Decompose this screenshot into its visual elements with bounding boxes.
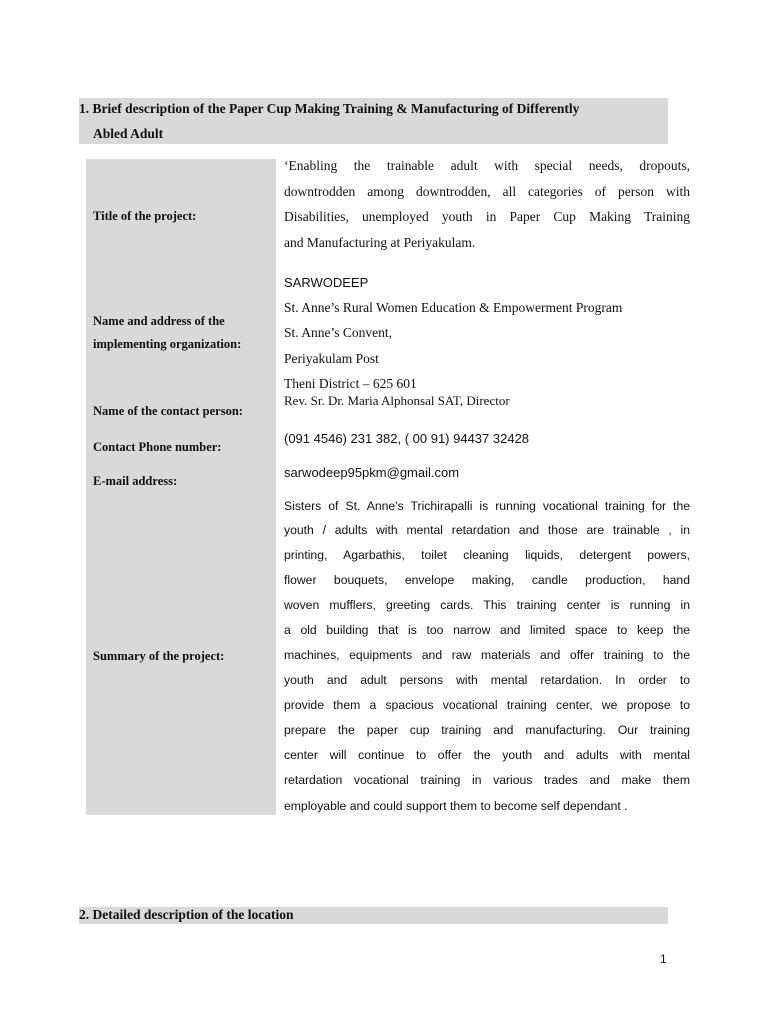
label-contact-phone: Contact Phone number: <box>93 440 222 454</box>
summary-line: retardation vocational training in various trades and make them <box>284 773 690 787</box>
summary-line: youth and adult persons with mental retardation. In order to <box>284 673 690 687</box>
section-2-heading-text: 2. Detailed description of the location <box>79 907 294 922</box>
section-2-heading <box>79 907 668 924</box>
summary-line: Sisters of St. Anne’s Trichirapalli is running vocational training for the <box>284 499 690 513</box>
summary-line: flower bouquets, envelope making, candle production, hand <box>284 573 690 587</box>
summary-line: printing, Agarbathis, toilet cleaning liquids, detergent powers, <box>284 548 690 562</box>
section-1-heading-line-2: Abled Adult <box>93 126 164 141</box>
label-summary: Summary of the project: <box>93 649 225 663</box>
phone-value: (091 4546) 231 382, ( 00 91) 94437 32428 <box>284 431 530 446</box>
section-1-heading-line-1: 1. Brief description of the Paper Cup Making Training & Manufacturing of Differently <box>79 101 580 116</box>
org-line: Theni District – 625 601 <box>284 376 417 391</box>
contact-person-value: Rev. Sr. Dr. Maria Alphonsal SAT, Director <box>284 393 510 408</box>
summary-line: provide them a spacious vocational training center, we propose to <box>284 698 690 712</box>
summary-line: youth / adults with mental retardation and those are trainable , in <box>284 523 690 537</box>
summary-line: machines, equipments and raw materials and offer training to the <box>284 648 690 662</box>
title-line: Disabilities, unemployed youth in Paper Cup Making Training <box>284 209 690 224</box>
org-line: St. Anne’s Convent, <box>284 325 393 340</box>
summary-line: employable and could support them to become self dependant . <box>284 799 628 813</box>
summary-line: a old building that is too narrow and limited space to keep the <box>284 623 690 637</box>
summary-line: prepare the paper cup training and manufacturing. Our training <box>284 723 690 737</box>
label-organization-line-1: Name and address of the <box>93 314 225 328</box>
title-line: downtrodden among downtrodden, all categories of person with <box>284 184 690 199</box>
summary-line: center will continue to offer the youth and adults with mental <box>284 748 690 762</box>
section-1-heading <box>79 98 668 144</box>
label-title-of-project: Title of the project: <box>93 209 197 223</box>
org-line: SARWODEEP <box>284 275 369 290</box>
label-contact-person: Name of the contact person: <box>93 404 243 418</box>
title-line: and Manufacturing at Periyakulam. <box>284 235 476 250</box>
label-organization-line-2: implementing organization: <box>93 337 242 351</box>
label-email: E-mail address: <box>93 474 178 488</box>
summary-line: woven mufflers, greeting cards. This training center is running in <box>284 598 690 612</box>
email-value: sarwodeep95pkm@gmail.com <box>284 465 460 480</box>
page-number: 1 <box>660 952 667 966</box>
org-line: Periyakulam Post <box>284 351 379 366</box>
org-line: St. Anne’s Rural Women Education & Empowerment Program <box>284 300 623 315</box>
title-line: ‘Enabling the trainable adult with special needs, dropouts, <box>284 158 690 173</box>
